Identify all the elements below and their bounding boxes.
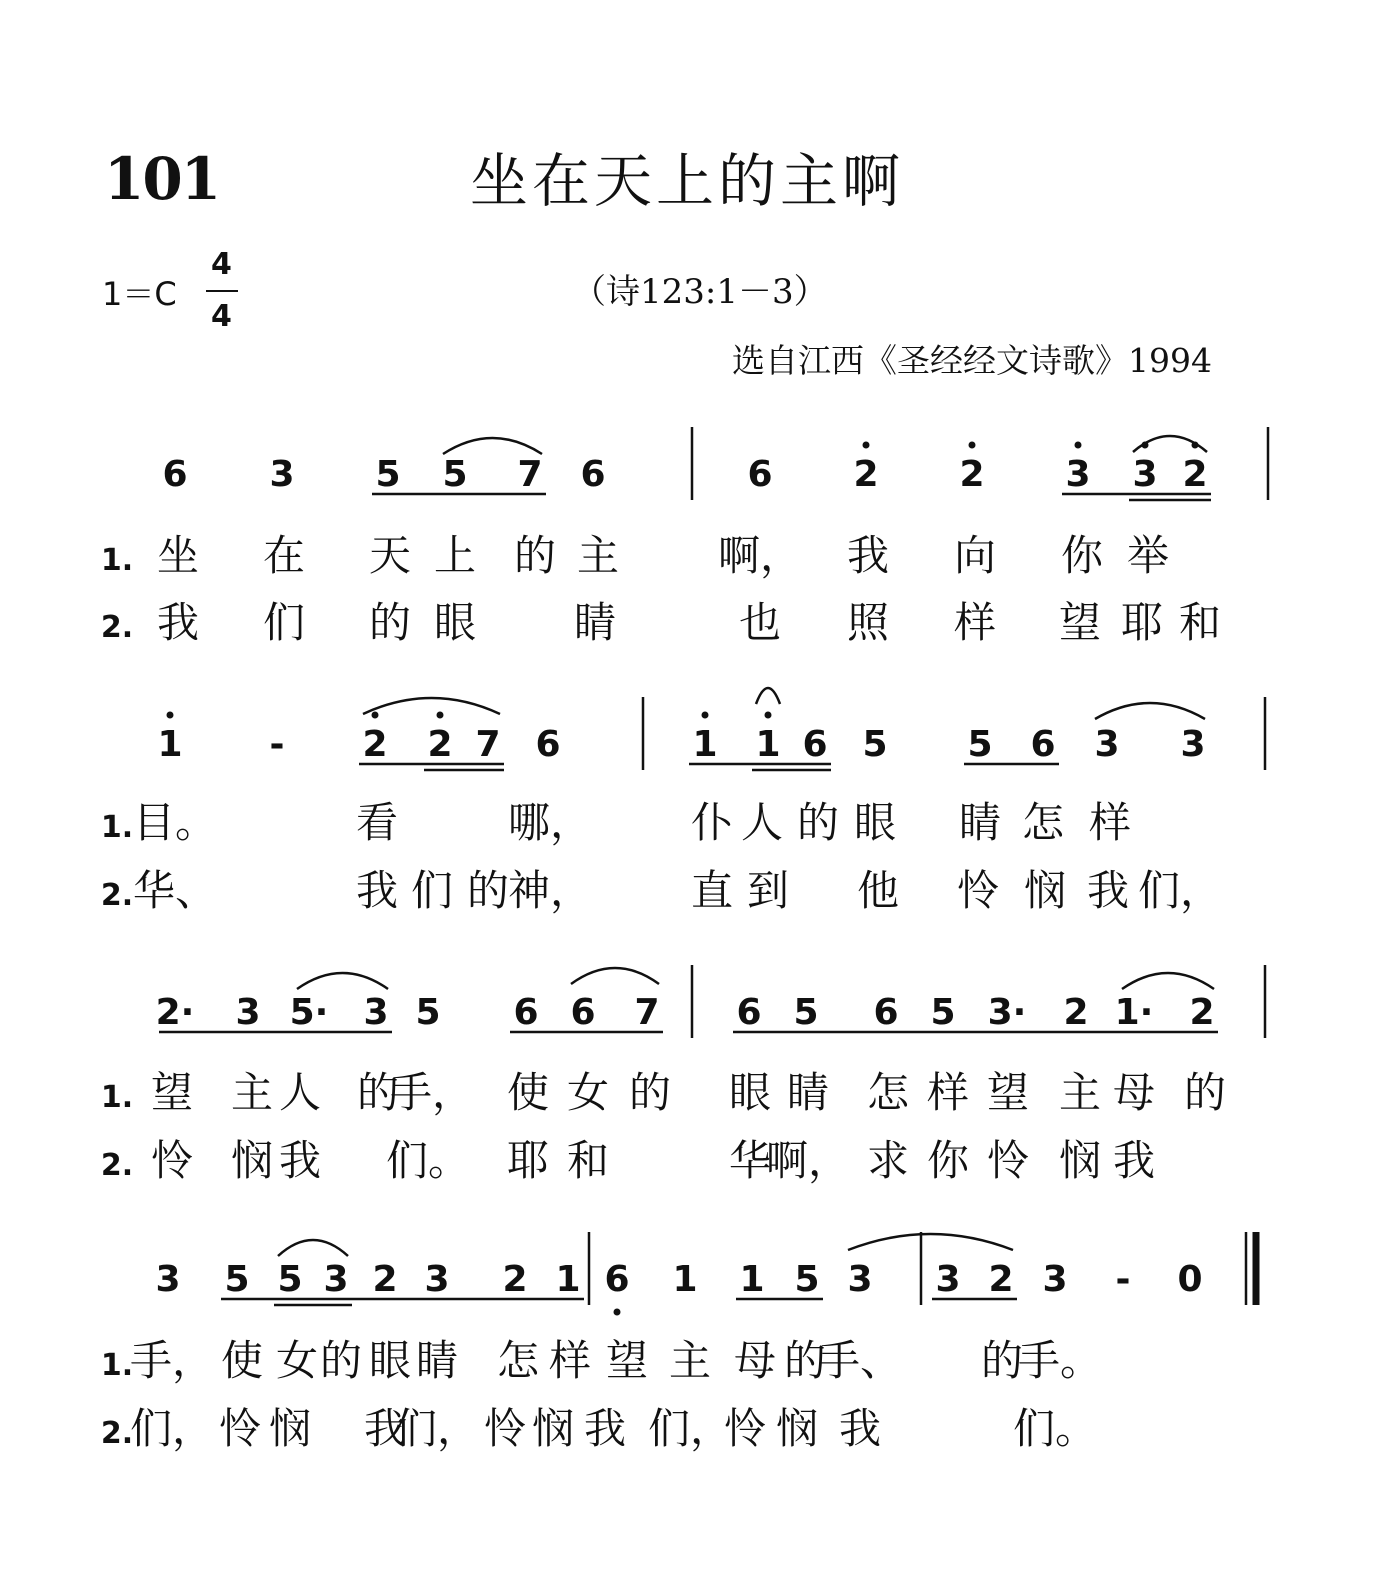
note: 3 — [269, 454, 295, 495]
lyric-verse-2: 们 — [262, 598, 306, 647]
slur — [1095, 703, 1205, 719]
note: 3 — [1180, 724, 1206, 765]
lyric-verse-1: 女 — [275, 1336, 319, 1385]
slur — [363, 698, 500, 714]
note: 6 — [736, 992, 762, 1033]
note: 0 — [1177, 1259, 1203, 1300]
source-credit: 选自江西《圣经经文诗歌》1994 — [732, 341, 1212, 380]
lyric-verse-1: 手、 — [817, 1336, 903, 1385]
lyric-verse-2: 到 — [746, 866, 790, 915]
slur — [443, 438, 542, 454]
lyric-verse-1: 看 — [355, 798, 399, 847]
verse-2-label: 2. — [100, 878, 134, 913]
lyric-verse-2: 我 — [363, 1404, 407, 1453]
lyric-verse-1: 主 — [668, 1336, 712, 1385]
note: 5 — [862, 724, 888, 765]
lyric-verse-2: 们， — [394, 1404, 480, 1453]
note: 3 — [363, 992, 389, 1033]
lyric-verse-2: 的 — [368, 598, 412, 647]
lyric-verse-1: 使 — [220, 1336, 264, 1385]
lyric-verse-1: 怎 — [866, 1068, 910, 1117]
note: 5 — [415, 992, 441, 1033]
lyric-verse-2: 怜 — [986, 1136, 1030, 1185]
lyric-verse-1: 手， — [389, 1068, 475, 1117]
octave-low-dot — [614, 1309, 621, 1316]
note: 6 — [1030, 724, 1056, 765]
lyric-verse-2: 我 — [355, 866, 399, 915]
octave-high-dot — [437, 712, 444, 719]
lyric-verse-2: 也 — [738, 598, 782, 647]
lyric-verse-2: 怜 — [723, 1404, 767, 1453]
note: 6 — [873, 992, 899, 1033]
lyric-verse-2: 直 — [690, 866, 734, 915]
lyric-verse-2: 我 — [583, 1404, 627, 1453]
lyric-verse-1: 样 — [1088, 798, 1132, 847]
lyric-verse-1: 哪， — [507, 798, 593, 847]
lyric-verse-2: 们 — [410, 866, 454, 915]
note: 7 — [517, 454, 543, 495]
lyric-verse-1: 举 — [1126, 531, 1170, 580]
note: 6 — [535, 724, 561, 765]
note: 3 — [155, 1259, 181, 1300]
lyric-verse-1: 主 — [230, 1068, 274, 1117]
lyric-verse-2: 耶 — [1120, 598, 1164, 647]
lyric-verse-1: 样 — [926, 1068, 970, 1117]
note: 2 — [362, 724, 388, 765]
note: 1· — [1114, 992, 1154, 1033]
octave-high-dot — [969, 442, 976, 449]
lyric-verse-2: 他 — [856, 866, 900, 915]
note: 1 — [157, 724, 183, 765]
time-signature-top: 4 — [211, 247, 232, 282]
note: 5 — [794, 1259, 820, 1300]
note: 5· — [289, 992, 329, 1033]
note: 5 — [224, 1259, 250, 1300]
lyric-verse-1: 我 — [846, 531, 890, 580]
note: 6 — [604, 1259, 630, 1300]
lyric-verse-2: 悯 — [1023, 866, 1067, 915]
lyric-verse-1: 人 — [740, 798, 784, 847]
lyric-verse-2: 我 — [1086, 866, 1130, 915]
note: - — [1115, 1259, 1131, 1300]
lyric-verse-1: 母 — [733, 1336, 777, 1385]
lyric-verse-2: 我 — [156, 598, 200, 647]
note: 7 — [475, 724, 501, 765]
verse-2-label: 2. — [100, 1416, 134, 1451]
time-signature-bottom: 4 — [211, 299, 232, 334]
note: 6 — [570, 992, 596, 1033]
note: 2 — [959, 454, 985, 495]
octave-high-dot — [1075, 442, 1082, 449]
lyric-verse-1: 主 — [1058, 1068, 1102, 1117]
lyric-verse-1: 的 — [356, 1068, 400, 1117]
note: 3· — [987, 992, 1027, 1033]
lyric-verse-1: 目。 — [132, 798, 218, 847]
note: 3 — [1132, 454, 1158, 495]
lyric-verse-1: 手。 — [1017, 1336, 1103, 1385]
lyric-verse-2: 们， — [1137, 866, 1223, 915]
lyric-verse-2: 悯 — [268, 1404, 312, 1453]
note: 6 — [513, 992, 539, 1033]
lyric-verse-1: 手， — [129, 1336, 215, 1385]
lyric-verse-2: 照 — [846, 598, 890, 647]
lyric-verse-2: 怜 — [956, 866, 1000, 915]
note: 1 — [555, 1259, 581, 1300]
note: 2 — [372, 1259, 398, 1300]
hymn-number: 101 — [104, 145, 220, 213]
note: 6 — [580, 454, 606, 495]
lyric-verse-2: 的 — [466, 866, 510, 915]
lyric-verse-2: 悯 — [775, 1404, 819, 1453]
lyric-verse-2: 华 — [728, 1136, 772, 1185]
lyric-verse-1: 怎 — [496, 1336, 540, 1385]
note: - — [269, 724, 285, 765]
note: 2 — [853, 454, 879, 495]
lyric-verse-1: 天 — [368, 531, 412, 580]
lyric-verse-2: 望 — [1058, 598, 1102, 647]
lyric-verse-1: 在 — [262, 531, 306, 580]
lyric-verse-2: 们。 — [385, 1136, 471, 1185]
lyric-verse-2: 和 — [1178, 598, 1222, 647]
lyric-verse-1: 望 — [986, 1068, 1030, 1117]
lyric-verse-1: 使 — [506, 1068, 550, 1117]
lyric-verse-1: 眼 — [728, 1068, 772, 1117]
lyric-verse-2: 耶 — [506, 1136, 550, 1185]
lyric-verse-2: 你 — [926, 1136, 970, 1185]
note: 5 — [442, 454, 468, 495]
note: 1 — [755, 724, 781, 765]
note: 5 — [793, 992, 819, 1033]
lyric-verse-1: 上 — [433, 531, 477, 580]
slur — [848, 1234, 1013, 1250]
verse-1-label: 1. — [100, 543, 134, 578]
note: 2 — [1189, 992, 1215, 1033]
song-title: 坐在天上的主啊 — [470, 147, 905, 215]
lyric-verse-1: 的 — [513, 531, 557, 580]
lyric-verse-1: 你 — [1060, 531, 1104, 580]
octave-high-dot — [863, 442, 870, 449]
note: 2· — [155, 992, 195, 1033]
lyric-verse-1: 怎 — [1021, 798, 1065, 847]
slur — [297, 973, 388, 989]
lyric-verse-2: 悯 — [531, 1404, 575, 1453]
lyric-verse-2: 眼 — [433, 598, 477, 647]
note: 6 — [747, 454, 773, 495]
verse-2-label: 2. — [100, 610, 134, 645]
lyric-verse-2: 悯 — [1058, 1136, 1102, 1185]
note: 3 — [424, 1259, 450, 1300]
slur — [571, 968, 659, 984]
lyric-verse-2: 怜 — [483, 1404, 527, 1453]
lyric-verse-1: 眼 — [853, 798, 897, 847]
note: 6 — [802, 724, 828, 765]
verse-1-label: 1. — [100, 1348, 134, 1383]
lyric-verse-1: 母 — [1112, 1068, 1156, 1117]
verse-1-label: 1. — [100, 1080, 134, 1115]
octave-high-dot — [167, 712, 174, 719]
lyric-verse-2: 样 — [953, 598, 997, 647]
verse-2-label: 2. — [100, 1148, 134, 1183]
note: 5 — [277, 1259, 303, 1300]
lyric-verse-2: 们。 — [1012, 1404, 1098, 1453]
note: 2 — [1063, 992, 1089, 1033]
lyric-verse-2: 悯 — [230, 1136, 274, 1185]
key-signature: 1＝C — [102, 275, 177, 313]
scripture-reference: （诗123:1－3） — [572, 272, 828, 312]
lyric-verse-1: 睛 — [786, 1068, 830, 1117]
lyric-verse-1: 睛 — [958, 798, 1002, 847]
lyric-verse-2: 求 — [866, 1136, 910, 1185]
note: 1 — [739, 1259, 765, 1300]
note: 1 — [692, 724, 718, 765]
note: 1 — [672, 1259, 698, 1300]
note: 2 — [988, 1259, 1014, 1300]
lyric-verse-1: 望 — [605, 1336, 649, 1385]
lyric-verse-1: 人 — [278, 1068, 322, 1117]
slur — [756, 688, 780, 704]
note: 3 — [847, 1259, 873, 1300]
note: 3 — [235, 992, 261, 1033]
lyric-verse-2: 我 — [1112, 1136, 1156, 1185]
lyric-verse-1: 向 — [953, 531, 997, 580]
lyric-verse-2: 神， — [507, 866, 593, 915]
lyric-verse-1: 坐 — [156, 531, 200, 580]
lyric-verse-2: 睛 — [573, 598, 617, 647]
note: 3 — [1094, 724, 1120, 765]
note: 2 — [1182, 454, 1208, 495]
octave-high-dot — [372, 712, 379, 719]
note: 2 — [427, 724, 453, 765]
lyric-verse-1: 的 — [796, 798, 840, 847]
note: 5 — [375, 454, 401, 495]
lyric-verse-1: 啊， — [717, 531, 803, 580]
verse-1-label: 1. — [100, 810, 134, 845]
note: 5 — [930, 992, 956, 1033]
lyric-verse-1: 睛 — [415, 1336, 459, 1385]
lyric-verse-2: 我 — [838, 1404, 882, 1453]
lyric-verse-2: 华、 — [132, 866, 218, 915]
octave-high-dot — [702, 712, 709, 719]
lyric-verse-1: 的 — [319, 1336, 363, 1385]
note: 3 — [1042, 1259, 1068, 1300]
slur — [1133, 436, 1207, 452]
lyric-verse-1: 的 — [1183, 1068, 1227, 1117]
lyric-verse-2: 啊， — [765, 1136, 851, 1185]
octave-high-dot — [765, 712, 772, 719]
lyric-verse-2: 和 — [566, 1136, 610, 1185]
note: 3 — [323, 1259, 349, 1300]
lyric-verse-2: 我 — [278, 1136, 322, 1185]
lyric-verse-1: 女 — [566, 1068, 610, 1117]
lyric-verse-1: 望 — [150, 1068, 194, 1117]
note: 3 — [1065, 454, 1091, 495]
lyric-verse-1: 主 — [576, 531, 620, 580]
note: 6 — [162, 454, 188, 495]
lyric-verse-1: 眼 — [368, 1336, 412, 1385]
lyric-verse-1: 的 — [783, 1336, 827, 1385]
note: 3 — [935, 1259, 961, 1300]
lyric-verse-1: 的 — [628, 1068, 672, 1117]
note: 7 — [634, 992, 660, 1033]
lyric-verse-2: 们， — [647, 1404, 733, 1453]
lyric-verse-2: 怜 — [150, 1136, 194, 1185]
lyric-verse-1: 样 — [548, 1336, 592, 1385]
lyric-verse-2: 们， — [129, 1404, 215, 1453]
lyric-verse-2: 怜 — [218, 1404, 262, 1453]
lyric-verse-1: 的 — [980, 1336, 1024, 1385]
note: 5 — [967, 724, 993, 765]
slur — [278, 1240, 348, 1256]
note: 2 — [502, 1259, 528, 1300]
slur — [1122, 973, 1214, 989]
lyric-verse-1: 仆 — [690, 798, 734, 847]
